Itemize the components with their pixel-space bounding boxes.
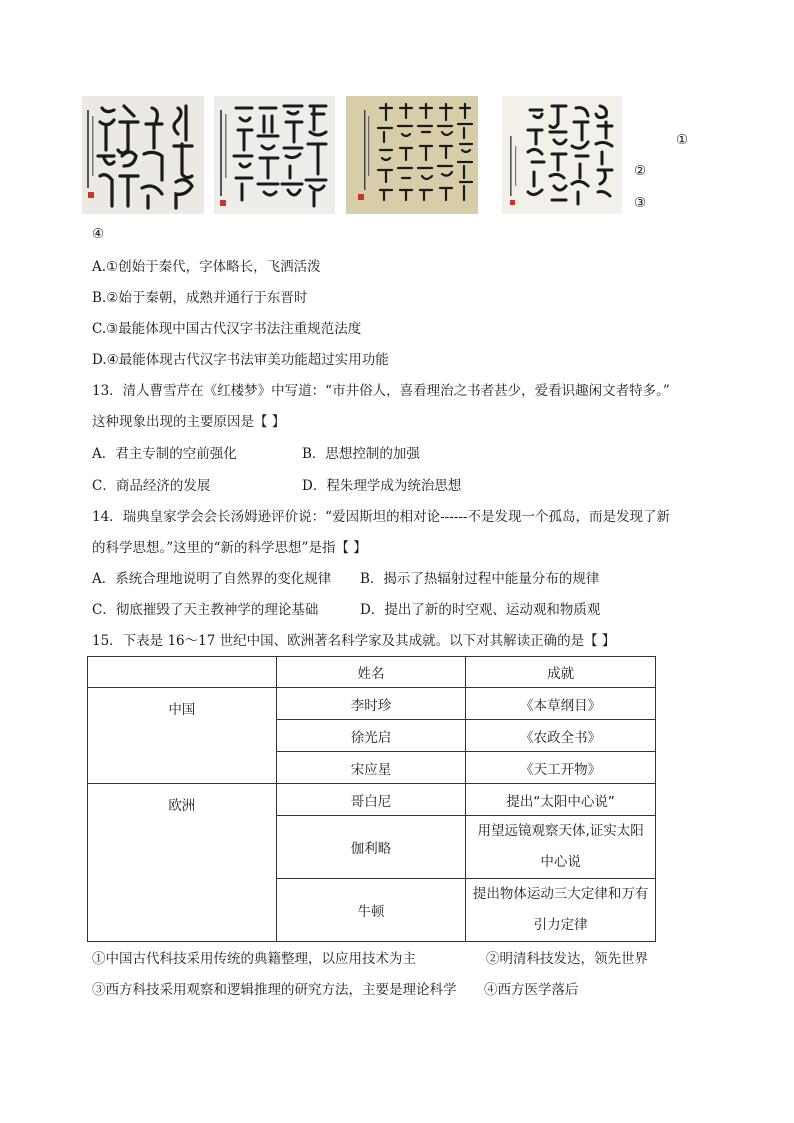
q12-option-d: D.④最能体现古代汉字书法审美功能超过实用功能 xyxy=(92,352,389,368)
table-cell-china: 中国 xyxy=(88,688,277,784)
table-cell-name: 宋应星 xyxy=(276,752,466,784)
table-cell-achievement: 提出物体运动三大定律和万有引力定律 xyxy=(466,879,656,942)
calligraphy-image-4 xyxy=(502,96,622,214)
table-cell-name: 哥白尼 xyxy=(276,784,466,816)
calligraphy-image-1 xyxy=(82,96,204,214)
table-cell-name: 伽利略 xyxy=(276,816,466,879)
table-row xyxy=(88,688,656,720)
table-cell-name: 牛顿 xyxy=(276,879,466,942)
table-header-name: 姓名 xyxy=(276,657,466,688)
q15-statement-4: ④西方医学落后 xyxy=(484,982,579,998)
marker-1: ① xyxy=(676,132,689,148)
q13-option-b: B．思想控制的加强 xyxy=(302,446,420,462)
q14-option-d: D．提出了新的时空观、运动观和物质观 xyxy=(360,602,601,618)
q13-stem-line1: 13．清人曹雪芹在《红楼梦》中写道：“市井俗人，喜看理治之书者甚少，爱看识趣闲文者特多。” xyxy=(92,383,670,399)
table-header-achievement: 成就 xyxy=(466,657,656,688)
seal-script-artwork xyxy=(82,96,204,214)
table-cell-name: 徐光启 xyxy=(276,720,466,752)
q14-option-b: B．揭示了热辐射过程中能量分布的规律 xyxy=(360,571,600,587)
table-cell-achievement: 用望远镜观察天体,证实太阳中心说 xyxy=(466,816,656,879)
q13-option-c: C．商品经济的发展 xyxy=(92,478,211,494)
table-cell-achievement: 《农政全书》 xyxy=(466,720,656,752)
q12-option-b: B.②始于秦朝，成熟并通行于东晋时 xyxy=(92,290,308,306)
table-cell-achievement: 提出“太阳中心说” xyxy=(466,784,656,816)
table-cell-achievement: 《本草纲目》 xyxy=(466,688,656,720)
q14-option-a: A．系统合理地说明了自然界的变化规律 xyxy=(92,571,332,587)
q12-option-a: A.①创始于秦代，字体略长，飞洒活泼 xyxy=(92,259,321,275)
table-cell-name: 李时珍 xyxy=(276,688,466,720)
table-header-blank xyxy=(88,657,277,688)
q15-statement-1: ①中国古代科技采用传统的典籍整理，以应用技术为主 xyxy=(92,951,416,967)
table-row xyxy=(88,784,656,816)
q14-option-c: C．彻底摧毁了天主教神学的理论基础 xyxy=(92,602,319,618)
marker-3: ③ xyxy=(634,195,647,211)
marker-4: ④ xyxy=(92,226,105,242)
clerical-script-artwork xyxy=(214,96,335,214)
q14-stem-line2: 的科学思想。”这里的“新的科学思想”是指【 】 xyxy=(92,540,367,556)
table-cell-europe: 欧洲 xyxy=(88,784,277,942)
running-script-artwork xyxy=(502,96,622,214)
q15-stem: 15．下表是 16～17 世纪中国、欧洲著名科学家及其成就。以下对其解读正确的是【 】 xyxy=(92,633,616,649)
regular-script-artwork xyxy=(346,96,478,214)
q13-stem-line2: 这种现象出现的主要原因是【 】 xyxy=(92,414,286,430)
q15-statement-2: ②明清科技发达，领先世界 xyxy=(486,951,648,967)
q14-stem-line1: 14．瑞典皇家学会会长汤姆逊评价说：“爱因斯坦的相对论------不是发现一个孤岛，而是发现了新 xyxy=(92,509,670,525)
q15-statement-3: ③西方科技采用观察和逻辑推理的研究方法，主要是理论科学 xyxy=(92,982,457,998)
table-cell-achievement: 《天工开物》 xyxy=(466,752,656,784)
calligraphy-image-2 xyxy=(214,96,335,214)
scientists-table xyxy=(87,656,656,942)
q12-option-c: C.③最能体现中国古代汉字书法注重规范法度 xyxy=(92,321,362,337)
q13-option-d: D．程朱理学成为统治思想 xyxy=(302,478,462,494)
calligraphy-image-3 xyxy=(346,96,478,214)
table-header-row xyxy=(88,657,656,688)
q13-option-a: A．君主专制的空前强化 xyxy=(92,446,237,462)
marker-2: ② xyxy=(634,163,647,179)
